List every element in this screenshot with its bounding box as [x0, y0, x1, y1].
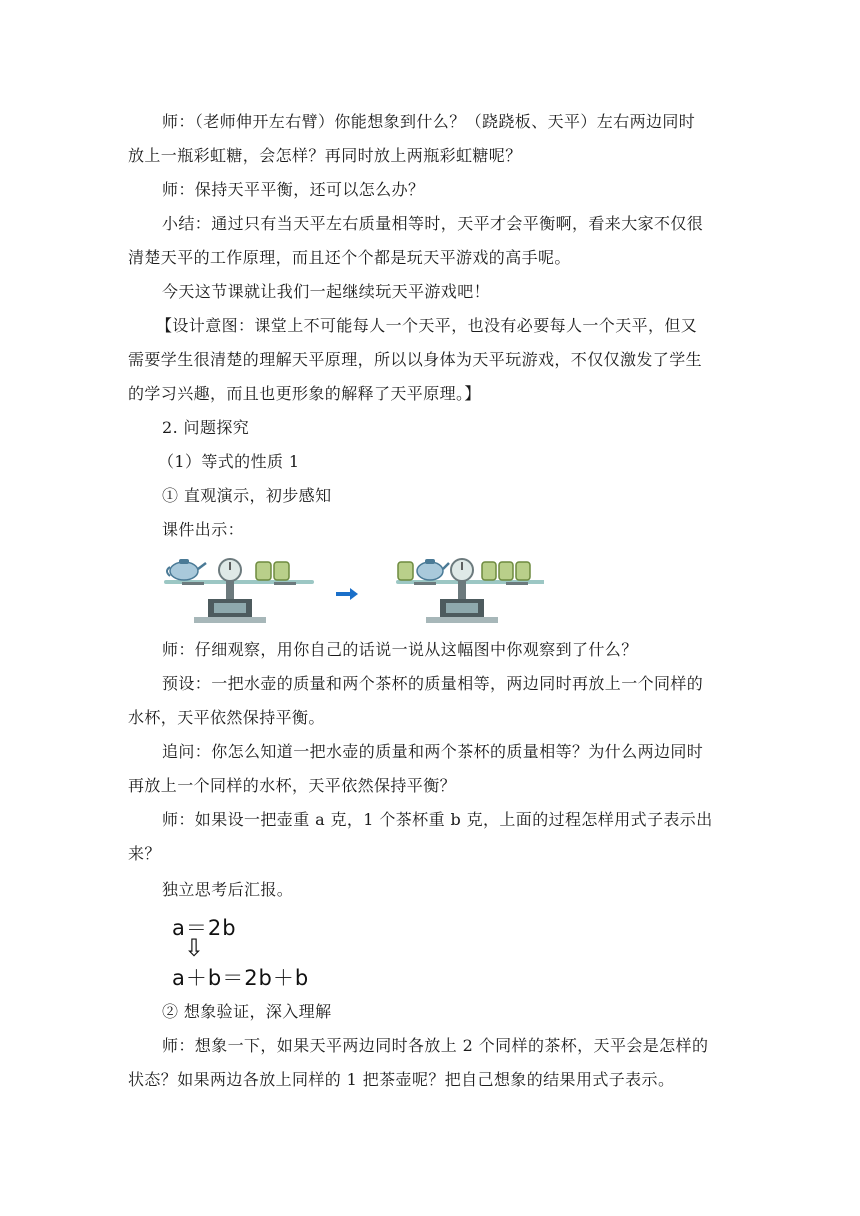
paragraph-line: 独立思考后汇报。	[162, 880, 294, 899]
balance-illustration	[164, 549, 544, 629]
paragraph-line: 清楚天平的工作原理，而且还个个都是玩天平游戏的高手呢。	[128, 248, 571, 267]
paragraph-line: 需要学生很清楚的理解天平原理，所以以身体为天平玩游戏，不仅仅激发了学生	[128, 350, 703, 369]
paragraph-line: 的学习兴趣，而且也更形象的解释了天平原理。】	[128, 384, 481, 403]
paragraph-line: 今天这节课就让我们一起继续玩天平游戏吧！	[162, 282, 491, 301]
paragraph-line: 师：保持天平平衡，还可以怎么办？	[162, 180, 425, 199]
paragraph-line: 放上一瓶彩虹糖，会怎样？再同时放上两瓶彩虹糖呢？	[128, 146, 522, 165]
balance-left-icon	[164, 559, 314, 623]
equation-line-2: a＋b＝2b＋b	[172, 966, 310, 990]
paragraph-line: 追问：你怎么知道一把水壶的质量和两个茶杯的质量相等？为什么两边同时	[162, 742, 704, 761]
right-arrow-icon	[336, 588, 358, 600]
paragraph-line: 再放上一个同样的水杯，天平依然保持平衡？	[128, 776, 457, 795]
balance-right-icon	[396, 559, 544, 623]
paragraph-line: 水杯，天平依然保持平衡。	[128, 708, 325, 727]
paragraph-line: 预设：一把水壶的质量和两个茶杯的质量相等，两边同时再放上一个同样的	[162, 674, 704, 693]
paragraph-line: 课件出示：	[162, 520, 245, 539]
paragraph-line: 师：（老师伸开左右臂）你能想象到什么？（跷跷板、天平）左右两边同时	[162, 112, 696, 131]
step-heading: ① 直观演示，初步感知	[162, 486, 332, 505]
paragraph-line: 状态？如果两边各放上同样的 1 把茶壶呢？把自己想象的结果用式子表示。	[128, 1070, 675, 1089]
paragraph-line: 师：如果设一把壶重 a 克，1 个茶杯重 b 克，上面的过程怎样用式子表示出	[162, 810, 713, 829]
paragraph-line: 师：仔细观察，用你自己的话说一说从这幅图中你观察到了什么？	[162, 640, 638, 659]
equation-line-1: a＝2b	[172, 916, 237, 940]
subsection-heading: （1）等式的性质 1	[158, 452, 300, 471]
section-heading: 2. 问题探究	[162, 418, 250, 437]
paragraph-line: 来？	[128, 844, 161, 863]
paragraph-line: 小结：通过只有当天平左右质量相等时，天平才会平衡啊，看来大家不仅很	[162, 214, 704, 233]
down-arrow-icon: ⇩	[184, 934, 206, 962]
paragraph-line: 【设计意图：课堂上不可能每人一个天平，也没有必要每人一个天平，但又	[156, 316, 698, 335]
step-heading: ② 想象验证，深入理解	[162, 1002, 332, 1021]
paragraph-line: 师：想象一下，如果天平两边同时各放上 2 个同样的茶杯，天平会是怎样的	[162, 1036, 709, 1055]
